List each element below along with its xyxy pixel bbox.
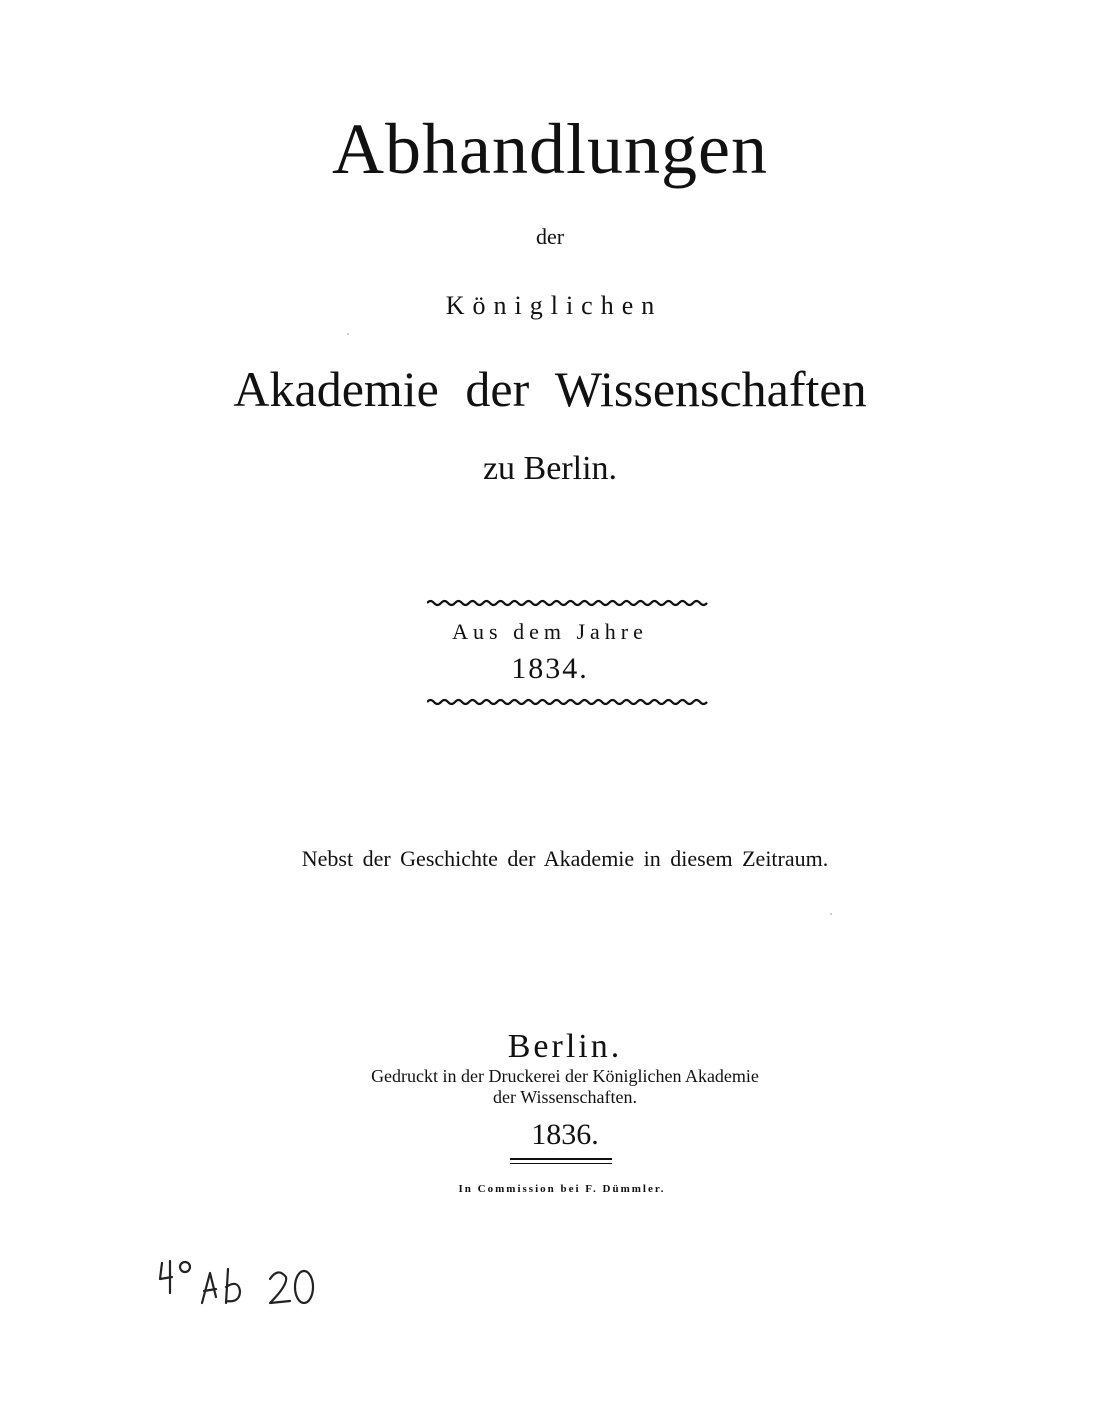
imprint-place: Berlin. [507, 1028, 623, 1065]
paper-speck [347, 333, 349, 335]
academy-name: Akademie der Wissenschaften [233, 361, 867, 417]
imprint-year: 1836. [531, 1118, 599, 1151]
wavy-rule-top [427, 599, 709, 607]
shelfmark-text [158, 1257, 162, 1258]
shelfmark-drawing [158, 1257, 328, 1317]
double-rule [510, 1158, 612, 1164]
subtitle-koeniglichen: Königlichen [445, 291, 663, 320]
volume-year: 1834. [511, 652, 589, 685]
main-title: Abhandlungen [332, 109, 768, 189]
imprint-printer-line-2: der Wissenschaften. [493, 1087, 637, 1107]
academy-location: zu Berlin. [482, 450, 618, 487]
handwritten-shelfmark [158, 1257, 328, 1317]
wavy-rule-bottom [427, 698, 709, 706]
commission-line: In Commission bei F. Dümmler. [458, 1183, 666, 1195]
subtitle-der: der [535, 224, 565, 249]
imprint-printer-line-1: Gedruckt in der Druckerei der Königlichen Akademie [371, 1066, 759, 1086]
paper-speck [830, 913, 832, 915]
aus-dem-jahre: Aus dem Jahre [452, 619, 648, 644]
nebst-line: Nebst der Geschichte der Akademie in diesem Zeitraum. [301, 846, 829, 871]
